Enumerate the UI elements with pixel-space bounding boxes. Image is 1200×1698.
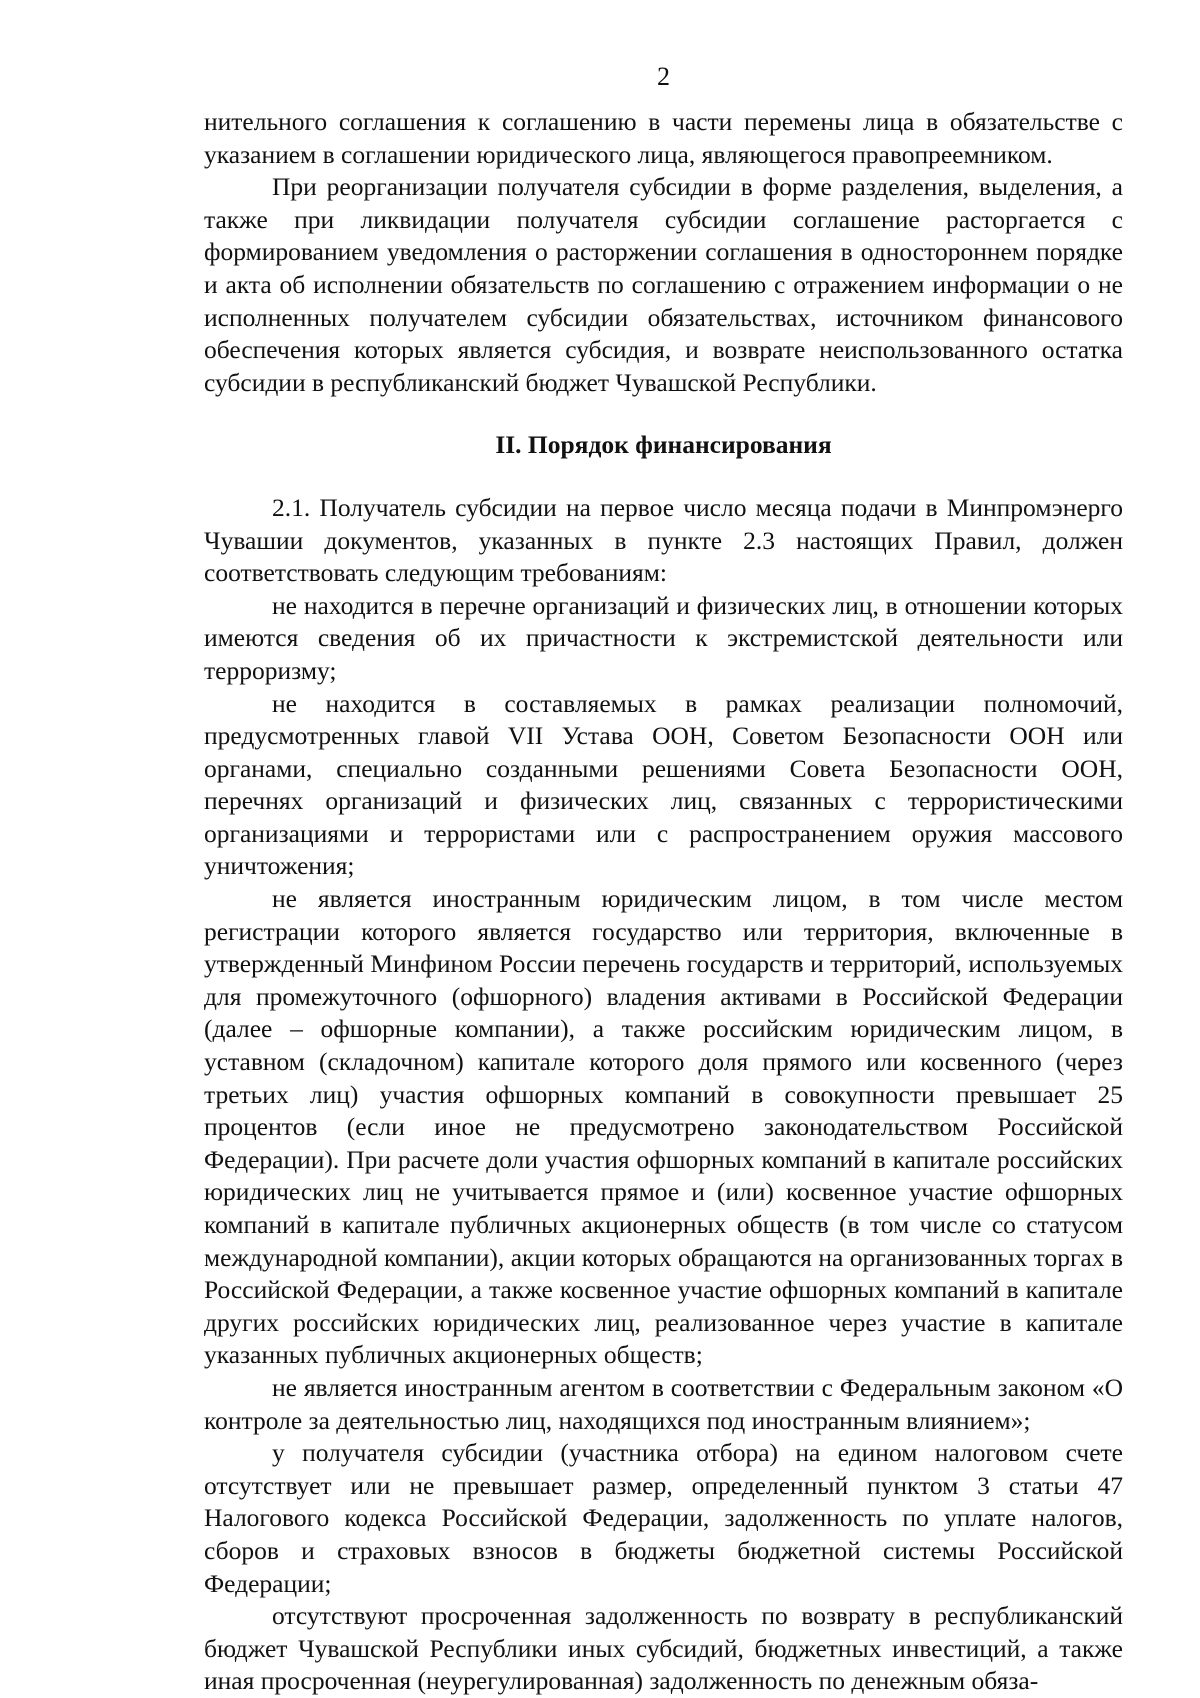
paragraph-reorganization: При реорганизации получателя субсидии в форме разделения, выделения, а также при ликвидации получателя субсидии соглашение расторгается с формированием уведомления о расторжении соглашения в одностороннем порядке и акта об исполнении обязательств по соглашению с отражением информации о не исполненных получателем субсидии обязательствах, источником финансового обеспечения которых является субсидия, и возврате неиспользованного остатка субсидии в республиканский бюджет Чувашской Республики. xyxy=(204,172,1123,397)
paragraph-requirement-tax-debt: у получателя субсидии (участника отбора) на едином налоговом счете отсутствует или не превышает размер, определенный пунктом 3 статьи 47 Налогового кодекса Российской Федерации, задолженность по уплате налогов, сборов и страховых взносов в бюджеты бюджетной системы Российской Федерации; xyxy=(204,1438,1123,1598)
paragraph-requirement-extremism: не находится в перечне организаций и физических лиц, в отношении которых имеются сведения об их причастности к экстремистской деятельности или терроризму; xyxy=(204,590,1123,685)
paragraph-requirement-overdue-debt: отсутствуют просроченная задолженность по возврату в республиканский бюджет Чувашской Республики иных субсидий, бюджетных инвестиций, а также иная просроченная (неурегулированная) задолженность по денежным обяза- xyxy=(204,1601,1123,1696)
paragraph-requirement-un-lists: не находится в составляемых в рамках реализации полномочий, предусмотренных главой VII Устава ООН, Советом Безопасности ООН или органами, специально созданными решениями Совета Безопасности ООН, перечнях организаций и физических лиц, связанных с террористическими организациями и террористами или с распространением оружия массового уничтожения; xyxy=(204,688,1123,881)
paragraph-requirement-offshore: не является иностранным юридическим лицом, в том числе местом регистрации которого является государство или территория, включенные в утвержденный Минфином России перечень государств и территорий, используемых для промежуточного (офшорного) владения активами в Российской Федерации (далее – офшорные компании), а также российским юридическим лицом, в уставном (складочном) капитале которого доля прямого или косвенного (через третьих лиц) участия офшорных компаний в совокупности превышает 25 процентов (если иное не предусмотрено законодательством Российской Федерации). При расчете доли участия офшорных компаний в капитале российских юридических лиц не учитывается прямое и (или) косвенное участие офшорных компаний в капитале публичных акционерных обществ (в том числе со статусом международной компании), акции которых обращаются на организованных торгах в Российской Федерации, а также косвенное участие офшорных компаний в капитале других российских юридических лиц, реализованное через участие в капитале указанных публичных акционерных обществ; xyxy=(204,884,1123,1370)
paragraph-2-1: 2.1. Получатель субсидии на первое число месяца подачи в Минпромэнерго Чувашии документов, указанных в пункте 2.3 настоящих Правил, должен соответствовать следующим требованиям: xyxy=(204,492,1123,588)
document-page xyxy=(204,62,1123,1698)
section-title: II. Порядок финансирования xyxy=(495,430,832,460)
paragraph-requirement-foreign-agent: не является иностранным агентом в соответствии с Федеральным законом «О контроле за деятельностью лиц, находящихся под иностранным влиянием»; xyxy=(204,1372,1123,1435)
paragraph-continuation: нительного соглашения к соглашению в части перемены лица в обязательстве с указанием в соглашении юридического лица, являющегося правопреемником. xyxy=(204,107,1123,169)
page-number: 2 xyxy=(657,62,670,91)
